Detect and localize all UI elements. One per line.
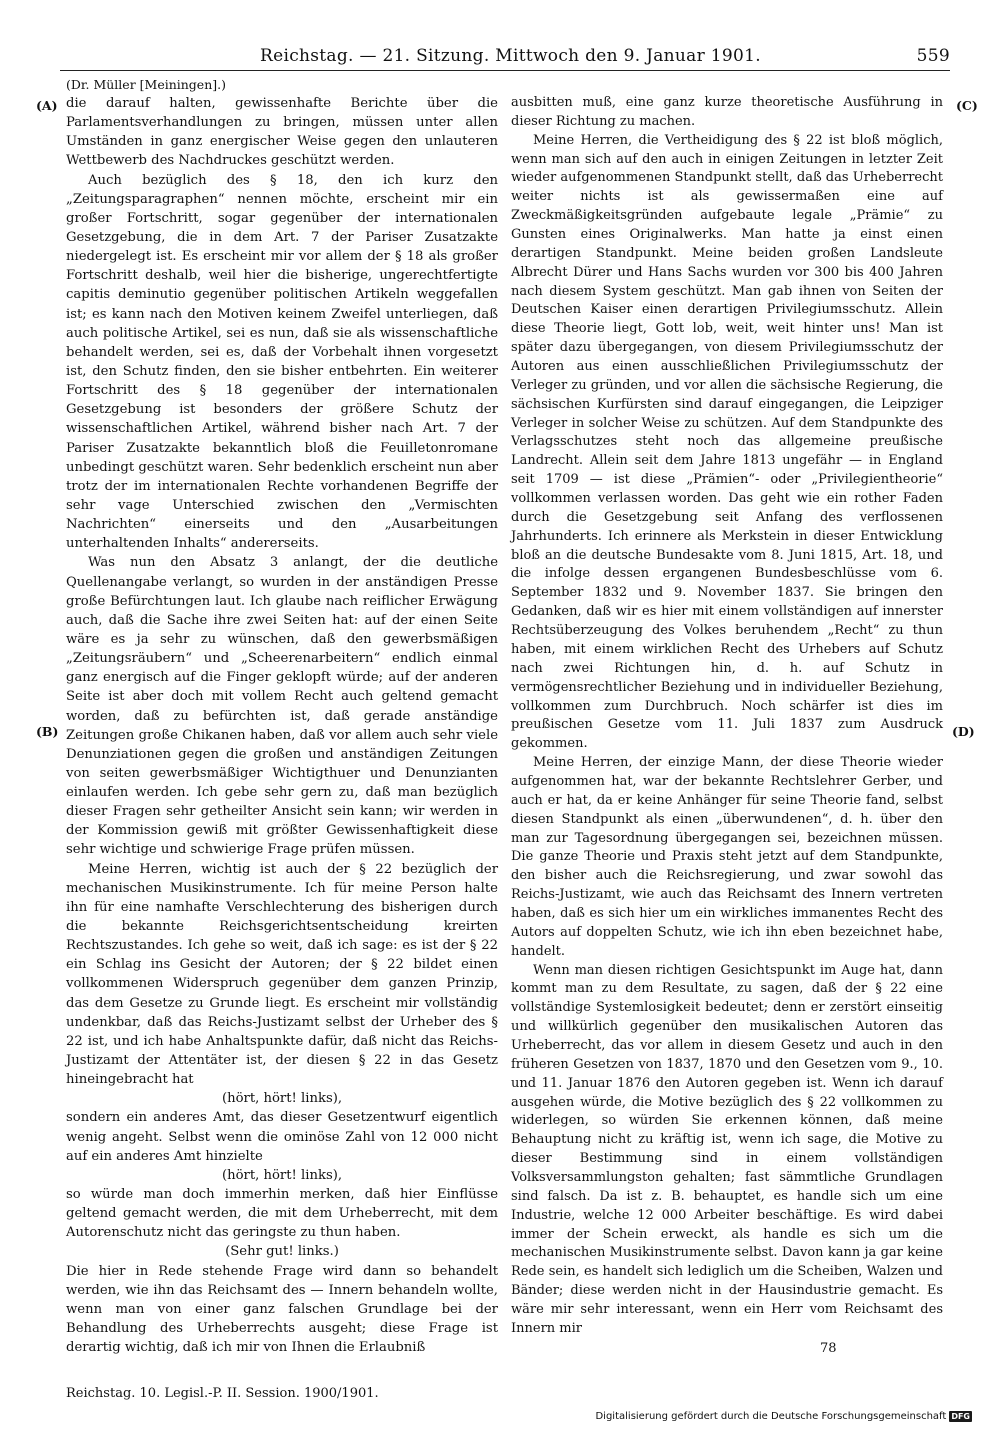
paragraph: Die hier in Rede stehende Frage wird dann so behandelt werden, wie ihn das Reichsamt des — Innern behandeln wollte, wenn man von einer ganz falschen Grundlage bei der Behandlung des Urheberrechts ausgeht; diese Frage ist derartig wichtig, daß ich mir von Ihnen die Erlaubniß bbox=[66, 1263, 498, 1356]
paragraph: Wenn man diesen richtigen Gesichtspunkt im Auge hat, dann kommt man zu dem Resultate, zu sagen, daß der § 22 eine vollständige Systemlosigkeit bedeutet; denn er zerstört einseitig und willkürlich gegenüber den musikalischen Autoren das Urheberrecht, das vor allem in diesem Gesetz und auch in den früheren Gesetzen von 1837, 1870 und den Gesetzen vom 9., 10. und 11. Januar 1876 den Autoren gegeben ist. Wenn ich darauf ausgehen würde, die Motive bezüglich des § 22 vollkommen zu widerlegen, so würden Sie erkennen können, daß meine Behauptung nicht zu kräftig ist, wenn ich sage, die Motive zu dieser Bestimmung sind in einem vollständigen Volksversammlungston gehalten; fast sämmtliche Grundlagen sind falsch. Da ist z. B. behauptet, es handle sich um eine Industrie, welche 12 000 Arbeiter beschäftige. Es wird dabei immer der Schein erweckt, als handle es sich um die mechanischen Musikinstrumente selbst. Davon kann ja gar keine Rede sein, es handelt sich lediglich um die Scheiben, Walzen und Bänder; diese werden nicht in der Hausindustrie gemacht. Es wäre mir sehr interessant, wenn ein Herr vom Reichsamt des Innern mir bbox=[511, 962, 943, 1336]
paragraph: ausbitten muß, eine ganz kurze theoretische Ausführung in dieser Richtung zu machen. bbox=[511, 95, 943, 129]
paragraph: sondern ein anderes Amt, das dieser Gesetzentwurf eigentlich wenig angeht. Selbst wenn die ominöse Zahl von 12 000 nicht auf ein anderes Amt hinzielte bbox=[66, 1110, 498, 1164]
footer-signature: 78 bbox=[820, 1341, 837, 1356]
interjection: (hört, hört! links), bbox=[221, 1091, 343, 1107]
dfg-logo-icon: DFG bbox=[951, 1412, 970, 1421]
footer-session: Reichstag. 10. Legisl.-P. II. Session. 1900/1901. bbox=[66, 1386, 379, 1401]
page-number: 559 bbox=[916, 46, 950, 66]
paragraph: Meine Herren, die Vertheidigung des § 22 ist bloß möglich, wenn man sich auf den auch in einigen Zeitungen in letzter Zeit wieder aufgenommenen Standpunkt stellt, daß das Urheberrecht weiter nichts ist als gewissermaßen eine auf Zweckmäßigkeitsgründen aufgebaute legale „Prämie“ zu Gunsten eines Originalwerks. Man hatte ja einst einen derartigen Standpunkt. Meine beiden großen Landsleute Albrecht Dürer und Hans Sachs wurden vor 300 bis 400 Jahren nach diesem System geschützt. Man gab ihnen von Seiten der Deutschen Kaiser einen derartigen Privilegiumsschutz. Allein diese Theorie liegt, Gott lob, weit, weit hinter uns! Man ist später dazu übergegangen, von diesem Privilegiumsschutz der Autoren aus einen ausschließlichen Privilegiumsschutz der Verleger zu gründen, und vor allen die sächsische Regierung, die sächsischen Kurfürsten sind darauf eingegangen, die Leipziger Verleger in solcher Weise zu schützen. Auf dem Standpunkte des Verlagsschutzes steht noch das allgemeine preußische Landrecht. Allein seit dem Jahre 1813 ungefähr — in England seit 1709 — ist diese „Prämien“- oder „Privilegientheorie“ vollkommen verlassen worden. Das geht wie ein rother Faden durch die Gesetzgebung seit Anfang des verflossenen Jahrhunderts. Ich erinnere als Merkstein in dieser Entwicklung bloß an die deutsche Bundesakte vom 8. Juni 1815, Art. 18, und die infolge dessen ergangenen Bundesbeschlüsse vom 6. September 1832 und 9. November 1837. Sie bringen den Gedanken, daß wir es hier mit einem vollständigen auf innerster Rechtsüberzeugung des Volkes beruhendem „Recht“ zu thun haben, mit einem wirklichen Recht des Urhebers auf Schutz nach zwei Richtungen hin, d. h. auf Schutz in vermögensrechtlicher Beziehung und in individueller Beziehung, vollkommen zum Durchbruch. Noch schärfer ist dies im preußischen Gesetze vom 11. Juli 1837 zum Ausdruck gekommen. bbox=[511, 132, 943, 752]
margin-marker-a: (A) bbox=[36, 98, 58, 113]
running-head bbox=[60, 46, 950, 71]
speaker-attribution: (Dr. Müller [Meiningen].) bbox=[66, 77, 226, 92]
interjection: (Sehr gut! links.) bbox=[225, 1244, 339, 1260]
left-column bbox=[66, 94, 498, 1380]
interjection: (hört, hört! links), bbox=[221, 1167, 343, 1183]
credit-text: Digitalisierung gefördert durch die Deutsche Forschungsgemeinschaft bbox=[595, 1411, 947, 1422]
running-head-title: Reichstag. — 21. Sitzung. Mittwoch den 9. Januar 1901. bbox=[260, 46, 761, 66]
margin-marker-d: (D) bbox=[952, 724, 975, 739]
margin-marker-c: (C) bbox=[956, 98, 978, 113]
paragraph: Meine Herren, der einzige Mann, der diese Theorie wieder aufgenommen hat, war der bekannte Rechtslehrer Gerber, und auch er hat, da er keine Anhänger für seine Theorie fand, selbst diesen Standpunkt als einen „überwundenen“, d. h. über den man zur Tagesordnung übergegangen sei, bezeichnen müssen. Die ganze Theorie und Praxis steht jetzt auf dem Standpunkte, den bisher auch die Reichsregierung, und zwar sowohl das Reichs-Justizamt, wie auch das Reichsamt des Innern vertreten haben, daß es sich hier um ein wirkliches immanentes Recht des Autors auf doppelten Schutz, wie ich ihn eben bezeichnet habe, handelt. bbox=[511, 755, 943, 959]
margin-marker-b: (B) bbox=[36, 724, 59, 739]
digitization-credit bbox=[595, 1411, 972, 1422]
paragraph: Was nun den Absatz 3 anlangt, der die deutliche Quellenangabe verlangt, so wurden in der anständigen Presse große Befürchtungen laut. Ich glaube nach reiflicher Erwägung auch, daß die Sache ihre zwei Seiten hat: auf der einen Seite wäre es ja sehr zu wünschen, daß den gewerbsmäßigen „Zeitungsräubern“ und „Scheerenarbeitern“ endlich einmal ganz energisch auf die Finger geklopft würde; auf der anderen Seite ist aber doch mit vollem Recht auch geltend gemacht worden, daß zu befürchten ist, daß gerade anständige Zeitungen große Chikanen haben, daß vor allem auch sehr viele Denunziationen gegen die großen und anständigen Zeitungen von seiten gewerbsmäßiger Wichtigthuer und Denunzianten einlaufen werden. Ich gebe sehr gern zu, daß man bezüglich dieser Fragen sehr getheilter Ansicht sein kann; wir werden in der Kommission gewiß mit größter Gewissenhaftigkeit diese sehr wichtige und schwierige Frage prüfen müssen. bbox=[66, 555, 498, 858]
right-column bbox=[511, 94, 943, 1338]
paragraph: Auch bezüglich des § 18, den ich kurz den „Zeitungsparagraphen“ nennen möchte, erscheint mir ein großer Fortschritt, sogar gegenüber der internationalen Gesetzgebung, die in dem Art. 7 der Pariser Zusatzakte niedergelegt ist. Es erscheint mir vor allem der § 18 als großer Fortschritt deshalb, weil hier die bisherige, ungerechtfertigte capitis deminutio gegenüber politischen Artikeln weggefallen ist; es kann nach den Motiven keinem Zweifel unterliegen, daß auch politische Artikel, sei es nun, daß sie als wissenschaftliche behandelt werden, sei es, daß der Vorbehalt ihnen vorgesetzt ist, den Schutz finden, den sie bisher entbehrten. Ein weiterer Fortschritt des § 18 gegenüber der internationalen Gesetzgebung ist besonders der größere Schutz der wissenschaftlichen Artikel, während bisher nach Art. 7 der Pariser Zusatzakte bekanntlich bloß die Feuilletonromane unbedingt geschützt waren. Sehr bedenklich erscheint nun aber trotz der im internationalen Rechte vorhandenen Begriffe der sehr vage Unterschied zwischen den „Vermischten Nachrichten“ einerseits und den „Ausarbeitungen unterhaltenden Inhalts“ andererseits. bbox=[66, 172, 498, 552]
paragraph: so würde man doch immerhin merken, daß hier Einflüsse geltend gemacht werden, die mit dem Urheberrecht, mit dem Autorenschutz nicht das geringste zu thun haben. bbox=[66, 1187, 498, 1241]
paragraph: die darauf halten, gewissenhafte Berichte über die Parlamentsverhandlungen zu bringen, müssen unter allen Umständen in ganz energischer Weise gegen den unlauteren Wettbewerb des Nachdruckes geschützt werden. bbox=[66, 96, 498, 169]
paragraph: Meine Herren, wichtig ist auch der § 22 bezüglich der mechanischen Musikinstrumente. Ich für meine Person halte ihn für eine namhafte Verschlechterung des bisherigen durch die bekannte Reichsgerichtsentscheidung kreirten Rechtszustandes. Ich gehe so weit, daß ich sage: es ist der § 22 ein Schlag ins Gesicht der Autoren; der § 22 bildet einen vollkommenen Widerspruch gegenüber dem ganzen Prinzip, das dem Gesetze zu Grunde liegt. Es erscheint mir vollständig undenkbar, daß das Reichs-Justizamt selbst der Urheber des § 22 ist, und ich habe Anhaltspunkte dafür, daß nicht das Reichs-Justizamt der Attentäter ist, der diesen § 22 in das Gesetz hineingebracht hat bbox=[66, 861, 498, 1088]
